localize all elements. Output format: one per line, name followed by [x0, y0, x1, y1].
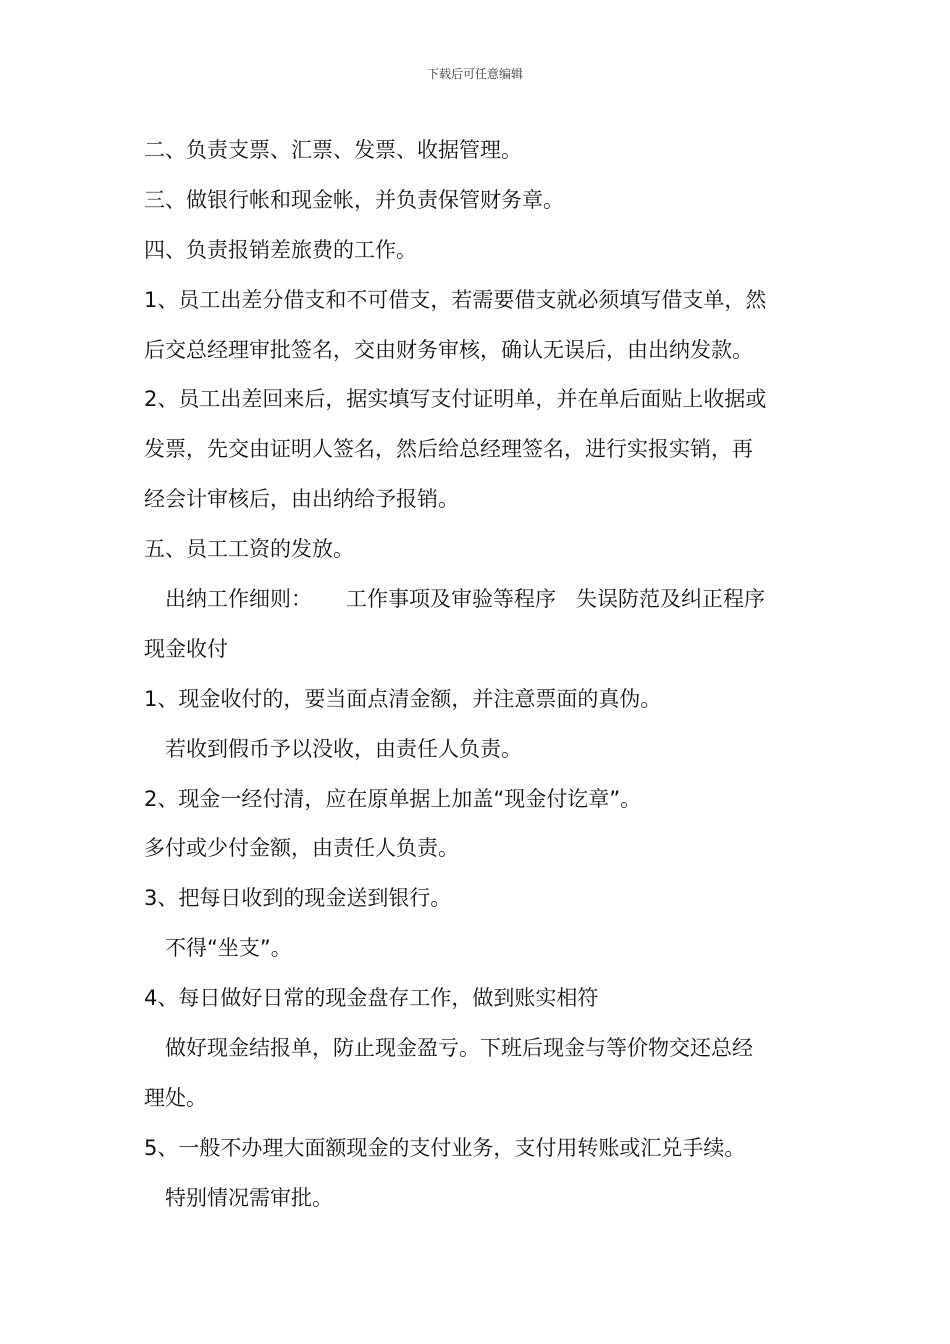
- list-item: 1、现金收付的，要当面点清金额，并注意票面的真伪。: [144, 686, 662, 711]
- section-title: 现金收付: [144, 636, 228, 661]
- table-header-col1: 出纳工作细则：: [165, 587, 312, 612]
- paragraph-line: 四、负责报销差旅费的工作。: [144, 237, 417, 262]
- paragraph-line: 五、员工工资的发放。: [144, 537, 354, 562]
- list-item-note: 不得“坐支”。: [165, 936, 292, 961]
- paragraph-line: 1、员工出差分借支和不可借支，若需要借支就必须填写借支单，然: [144, 287, 767, 312]
- list-item-note: 若收到假币予以没收，由责任人负责。: [165, 736, 522, 761]
- paragraph-line: 发票，先交由证明人签名，然后给总经理签名，进行实报实销，再: [144, 437, 753, 462]
- paragraph-line: 经会计审核后，由出纳给予报销。: [144, 487, 459, 512]
- list-item: 3、把每日收到的现金送到银行。: [144, 886, 452, 911]
- page-header: 下载后可任意编辑: [426, 67, 523, 81]
- table-header-row: [144, 575, 824, 625]
- paragraph-line: 三、做银行帐和现金帐，并负责保管财务章。: [144, 187, 564, 212]
- list-item-note: 多付或少付金额，由责任人负责。: [144, 836, 459, 861]
- paragraph-line: 后交总经理审批签名，交由财务审核，确认无误后，由出纳发款。: [144, 337, 753, 362]
- list-item-note: 特别情况需审批。: [165, 1185, 333, 1210]
- paragraph-line: 2、员工出差回来后，据实填写支付证明单，并在单后面贴上收据或: [144, 387, 767, 412]
- table-header-col3: 失误防范及纠正程序: [576, 587, 765, 612]
- list-item-note: 做好现金结报单，防止现金盈亏。下班后现金与等价物交还总经: [165, 1036, 753, 1061]
- table-header-col2: 工作事项及审验等程序: [346, 587, 556, 612]
- list-item: 4、每日做好日常的现金盘存工作，做到账实相符: [144, 986, 599, 1011]
- list-item: 5、一般不办理大面额现金的支付业务，支付用转账或汇兑手续。: [144, 1135, 746, 1160]
- document-body: [144, 126, 824, 1224]
- list-item: 2、现金一经付清，应在原单据上加盖“现金付讫章”。: [144, 786, 642, 811]
- paragraph-line: 二、负责支票、汇票、发票、收据管理。: [144, 138, 522, 162]
- list-item-note: 理处。: [144, 1085, 207, 1110]
